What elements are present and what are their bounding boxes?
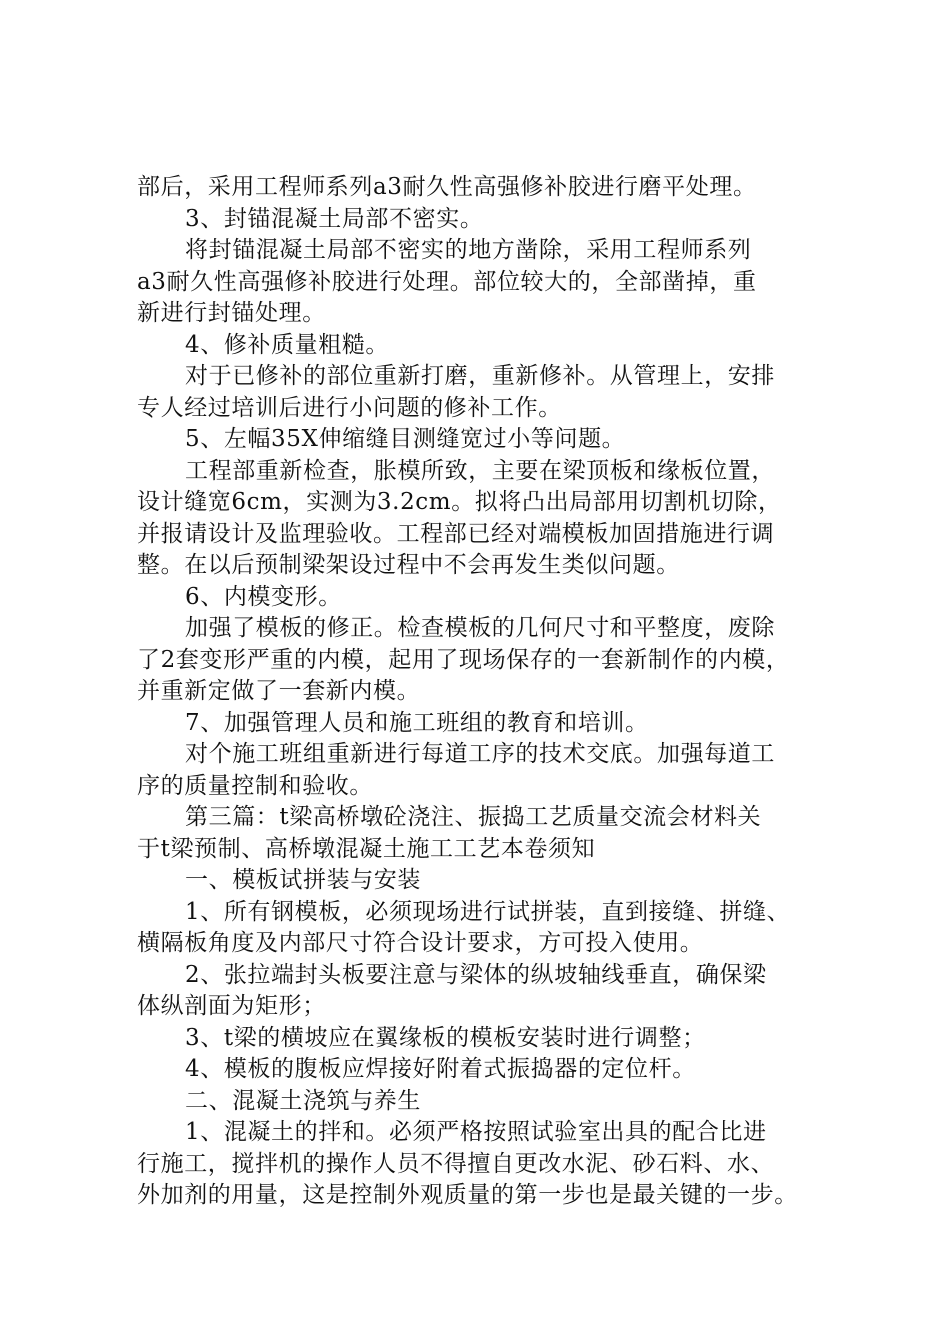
text-line: 设计缝宽6cm，实测为3.2cm。拟将凸出局部用切割机切除， xyxy=(137,489,782,515)
text-line: 第三篇：t梁高桥墩砼浇注、振捣工艺质量交流会材料关 xyxy=(185,804,762,830)
text-line: 专人经过培训后进行小问题的修补工作。 xyxy=(137,394,562,421)
text-line: 并重新定做了一套新内模。 xyxy=(137,678,421,704)
text-line: 2、张拉端封头板要注意与梁体的纵坡轴线垂直，确保梁 xyxy=(185,961,767,988)
text-line: 并报请设计及监理验收。工程部已经对端模板加固措施进行调 xyxy=(137,520,775,547)
text-line: 4、修补质量粗糙。 xyxy=(185,331,390,358)
text-line: 加强了模板的修正。检查模板的几何尺寸和平整度，废除 xyxy=(185,615,775,641)
text-line: 整。在以后预制梁架设过程中不会再发生类似问题。 xyxy=(137,552,680,578)
text-line: 部后，采用工程师系列a3耐久性高强修补胶进行磨平处理。 xyxy=(137,174,757,200)
text-line: 1、所有钢模板，必须现场进行试拼装，直到接缝、拼缝、 xyxy=(185,898,791,925)
text-line: 工程部重新检查，胀模所致，主要在梁顶板和缘板位置， xyxy=(185,457,775,484)
text-line: 3、t梁的横坡应在翼缘板的模板安装时进行调整； xyxy=(185,1024,706,1051)
text-line: 新进行封锚处理。 xyxy=(137,300,326,326)
text-line: 对于已修补的部位重新打磨，重新修补。从管理上，安排 xyxy=(185,363,775,389)
text-line: 序的质量控制和验收。 xyxy=(137,772,373,799)
text-line: 对个施工班组重新进行每道工序的技术交底。加强每道工 xyxy=(185,741,775,767)
text-line: 6、内模变形。 xyxy=(185,583,342,610)
text-line: 7、加强管理人员和施工班组的教育和培训。 xyxy=(185,709,649,736)
text-line: 外加剂的用量，这是控制外观质量的第一步也是最关键的一步。 xyxy=(137,1182,798,1208)
document-body xyxy=(137,172,837,1212)
text-line: 二、混凝土浇筑与养生 xyxy=(185,1087,421,1114)
text-line: 于t梁预制、高桥墩混凝土施工工艺本卷须知 xyxy=(137,835,596,862)
text-line: 4、模板的腹板应焊接好附着式振捣器的定位杆。 xyxy=(185,1056,696,1082)
text-line: 横隔板角度及内部尺寸符合设计要求，方可投入使用。 xyxy=(137,930,704,956)
text-line: 体纵剖面为矩形； xyxy=(137,993,326,1019)
text-line: 5、左幅35X伸缩缝目测缝宽过小等问题。 xyxy=(185,426,626,452)
text-line: 3、封锚混凝土局部不密实。 xyxy=(185,205,484,232)
text-line: 将封锚混凝土局部不密实的地方凿除，采用工程师系列 xyxy=(185,237,752,263)
text-line: 一、模板试拼装与安装 xyxy=(185,867,421,893)
text-line: 行施工，搅拌机的操作人员不得擅自更改水泥、砂石料、水、 xyxy=(137,1150,775,1177)
text-line: 了2套变形严重的内模，起用了现场保存的一套新制作的内模， xyxy=(137,646,790,673)
text-line: 1、混凝土的拌和。必须严格按照试验室出具的配合比进 xyxy=(185,1119,767,1145)
text-line: a3耐久性高强修补胶进行处理。部位较大的，全部凿掉，重 xyxy=(137,268,757,295)
